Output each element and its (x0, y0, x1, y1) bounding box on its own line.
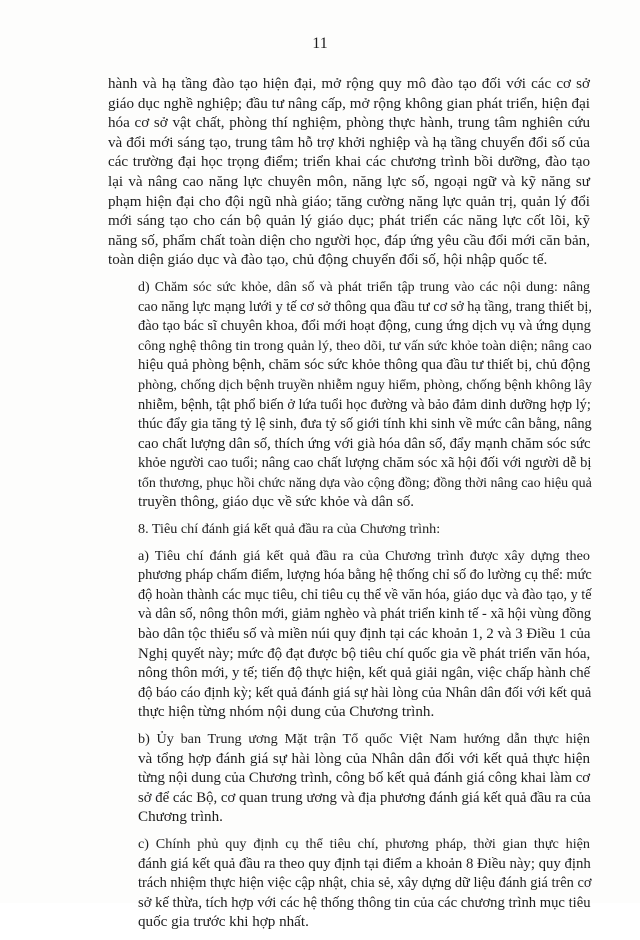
text-line: từng nội dung của Chương trình, công bố kết quả đánh giá công khai làm cơ (138, 770, 591, 787)
text-line: c) Chính phủ quy định cụ thể tiêu chí, phương pháp, thời gian thực hiện (138, 835, 590, 852)
text-line: và đổi mới sáng tạo, trung tâm hỗ trợ khởi nghiệp và hạ tầng chuyển đổi số của (108, 134, 590, 151)
paragraph (108, 730, 590, 828)
text-line: thực hiện từng nhóm nội dung của Chương trình. (138, 704, 435, 721)
text-line: thúc đẩy gia tăng tỷ lệ sinh, đưa tỷ số giới tính khi sinh về mức cân bằng, nâng (138, 416, 592, 433)
text-line: phạm hiện đại cho đội ngũ nhà giáo; tăng cường năng lực quản trị, quản lý đổi (108, 193, 590, 210)
text-line: nông thôn mới, y tế; tiến độ thực hiện, kết quả giải ngân, việc chấp hành chế (138, 665, 591, 682)
text-line: mới sáng tạo cho cán bộ quản lý giáo dục; phát triển các năng lực cốt lõi, kỹ (108, 213, 590, 230)
paragraph (108, 835, 590, 933)
paragraph (108, 520, 590, 540)
text-line: và tổng hợp đánh giá sự hài lòng của Nhân dân đối với kết quả thực hiện (138, 750, 590, 767)
text-line: công nghệ thông tin trong quản lý, theo dõi, tư vấn sức khỏe toàn diện; nâng cao (138, 337, 592, 354)
text-line: hành và hạ tầng đào tạo hiện đại, mở rộng quy mô đào tạo đối với các cơ sở (108, 76, 590, 92)
paragraph (108, 75, 590, 271)
page-number: 11 (312, 35, 328, 52)
text-line: các trường đại học trọng điểm; triển khai các chương trình bồi dưỡng, đào tạo (108, 154, 590, 171)
text-line: năng số, phẩm chất toàn diện cho người học, đáp ứng yêu cầu đổi mới căn bản, (108, 232, 590, 249)
text-line: và dân số, nông thôn mới, giảm nghèo và phát triển kinh tế - xã hội vùng đồng (138, 606, 592, 623)
text-line: sở để các Bộ, cơ quan trung ương và địa phương đánh giá kết quả đầu ra của (138, 789, 591, 806)
text-line: khỏe người cao tuổi; nâng cao chất lượng chăm sóc xã hội đối với người dễ bị (138, 455, 592, 472)
document-body (108, 75, 590, 940)
text-line: quốc gia trước khi hợp nhất. (138, 914, 309, 931)
text-line: sở kế thừa, tích hợp với các hệ thống thông tin của các chương trình mục tiêu (138, 894, 591, 911)
text-line: cao chất lượng dân số, thích ứng với già hóa dân số, đẩy mạnh chăm sóc sức (138, 435, 591, 452)
text-line: cao năng lực mạng lưới y tế cơ sở thông qua đầu tư cơ sở hạ tầng, trang thiết bị, (138, 298, 592, 315)
text-line: phương pháp chấm điểm, lượng hóa bằng hệ thống chỉ số đo lường cụ thể: mức (138, 567, 592, 584)
text-line: hiệu quả phòng bệnh, chăm sóc sức khỏe thông qua đầu tư thiết bị, chủ động (138, 357, 591, 374)
text-line: bào dân tộc thiểu số và miền núi quy định tại các khoản 1, 2 và 3 Điều 1 của (138, 626, 591, 643)
text-line: độ báo cáo định kỳ; kết quả đánh giá sự hài lòng của Nhân dân đối với kết quả (138, 684, 592, 701)
text-line: đào tạo bác sĩ chuyên khoa, đổi mới hoạt động, cung ứng dịch vụ và ứng dụng (138, 318, 591, 335)
text-line: a) Tiêu chí đánh giá kết quả đầu ra của Chương trình được xây dựng theo (138, 547, 590, 564)
paragraph (108, 547, 590, 723)
paragraph (108, 278, 590, 513)
text-line: phòng, chống dịch bệnh truyền nhiễm nguy hiểm, phòng, chống bệnh không lây (138, 376, 592, 393)
text-line: d) Chăm sóc sức khỏe, dân số và phát triển tập trung vào các nội dung: nâng (138, 279, 590, 295)
text-line: Nghị quyết này; mức độ đạt được bộ tiêu chí quốc gia về phát triển văn hóa, (138, 645, 591, 662)
text-line: trách nhiệm thực hiện việc cập nhật, chia sẻ, xây dựng dữ liệu đánh giá trên cơ (138, 875, 592, 892)
text-line: toàn diện giáo dục và đào tạo, chủ động chuyển đổi số, hội nhập quốc tế. (108, 252, 548, 269)
text-line: tổn thương, phục hồi chức năng dựa vào cộng đồng; đồng thời nâng cao hiệu quả (138, 475, 592, 491)
text-line: giáo dục nghề nghiệp; đầu tư nâng cấp, mở rộng không gian phát triển, hiện đại (108, 95, 590, 112)
text-line: truyền thông, giáo dục về sức khỏe và dân số. (138, 494, 415, 511)
text-line: lại và nâng cao năng lực chuyên môn, năng lực số, ngoại ngữ và kỹ năng sư (108, 173, 590, 190)
text-line: hóa cơ sở vật chất, phòng thí nghiệm, phòng thực hành, trung tâm nghiên cứu (108, 115, 590, 132)
text-line: 8. Tiêu chí đánh giá kết quả đầu ra của Chương trình: (138, 521, 441, 538)
text-line: độ hoàn thành các mục tiêu, chỉ tiêu cụ thể về văn hóa, giáo dục và đào tạo, y tế (138, 586, 592, 603)
text-line: nhiễm, bệnh, tật phổ biến ở lứa tuổi học đường và bảo đảm dinh dưỡng hợp lý; (138, 396, 591, 413)
text-line: b) Ủy ban Trung ương Mặt trận Tổ quốc Việt Nam hướng dẫn thực hiện (138, 731, 590, 747)
text-line: Chương trình. (138, 809, 223, 826)
text-line: đánh giá kết quả đầu ra theo quy định tại điểm a khoản 8 Điều này; quy định (138, 855, 591, 872)
